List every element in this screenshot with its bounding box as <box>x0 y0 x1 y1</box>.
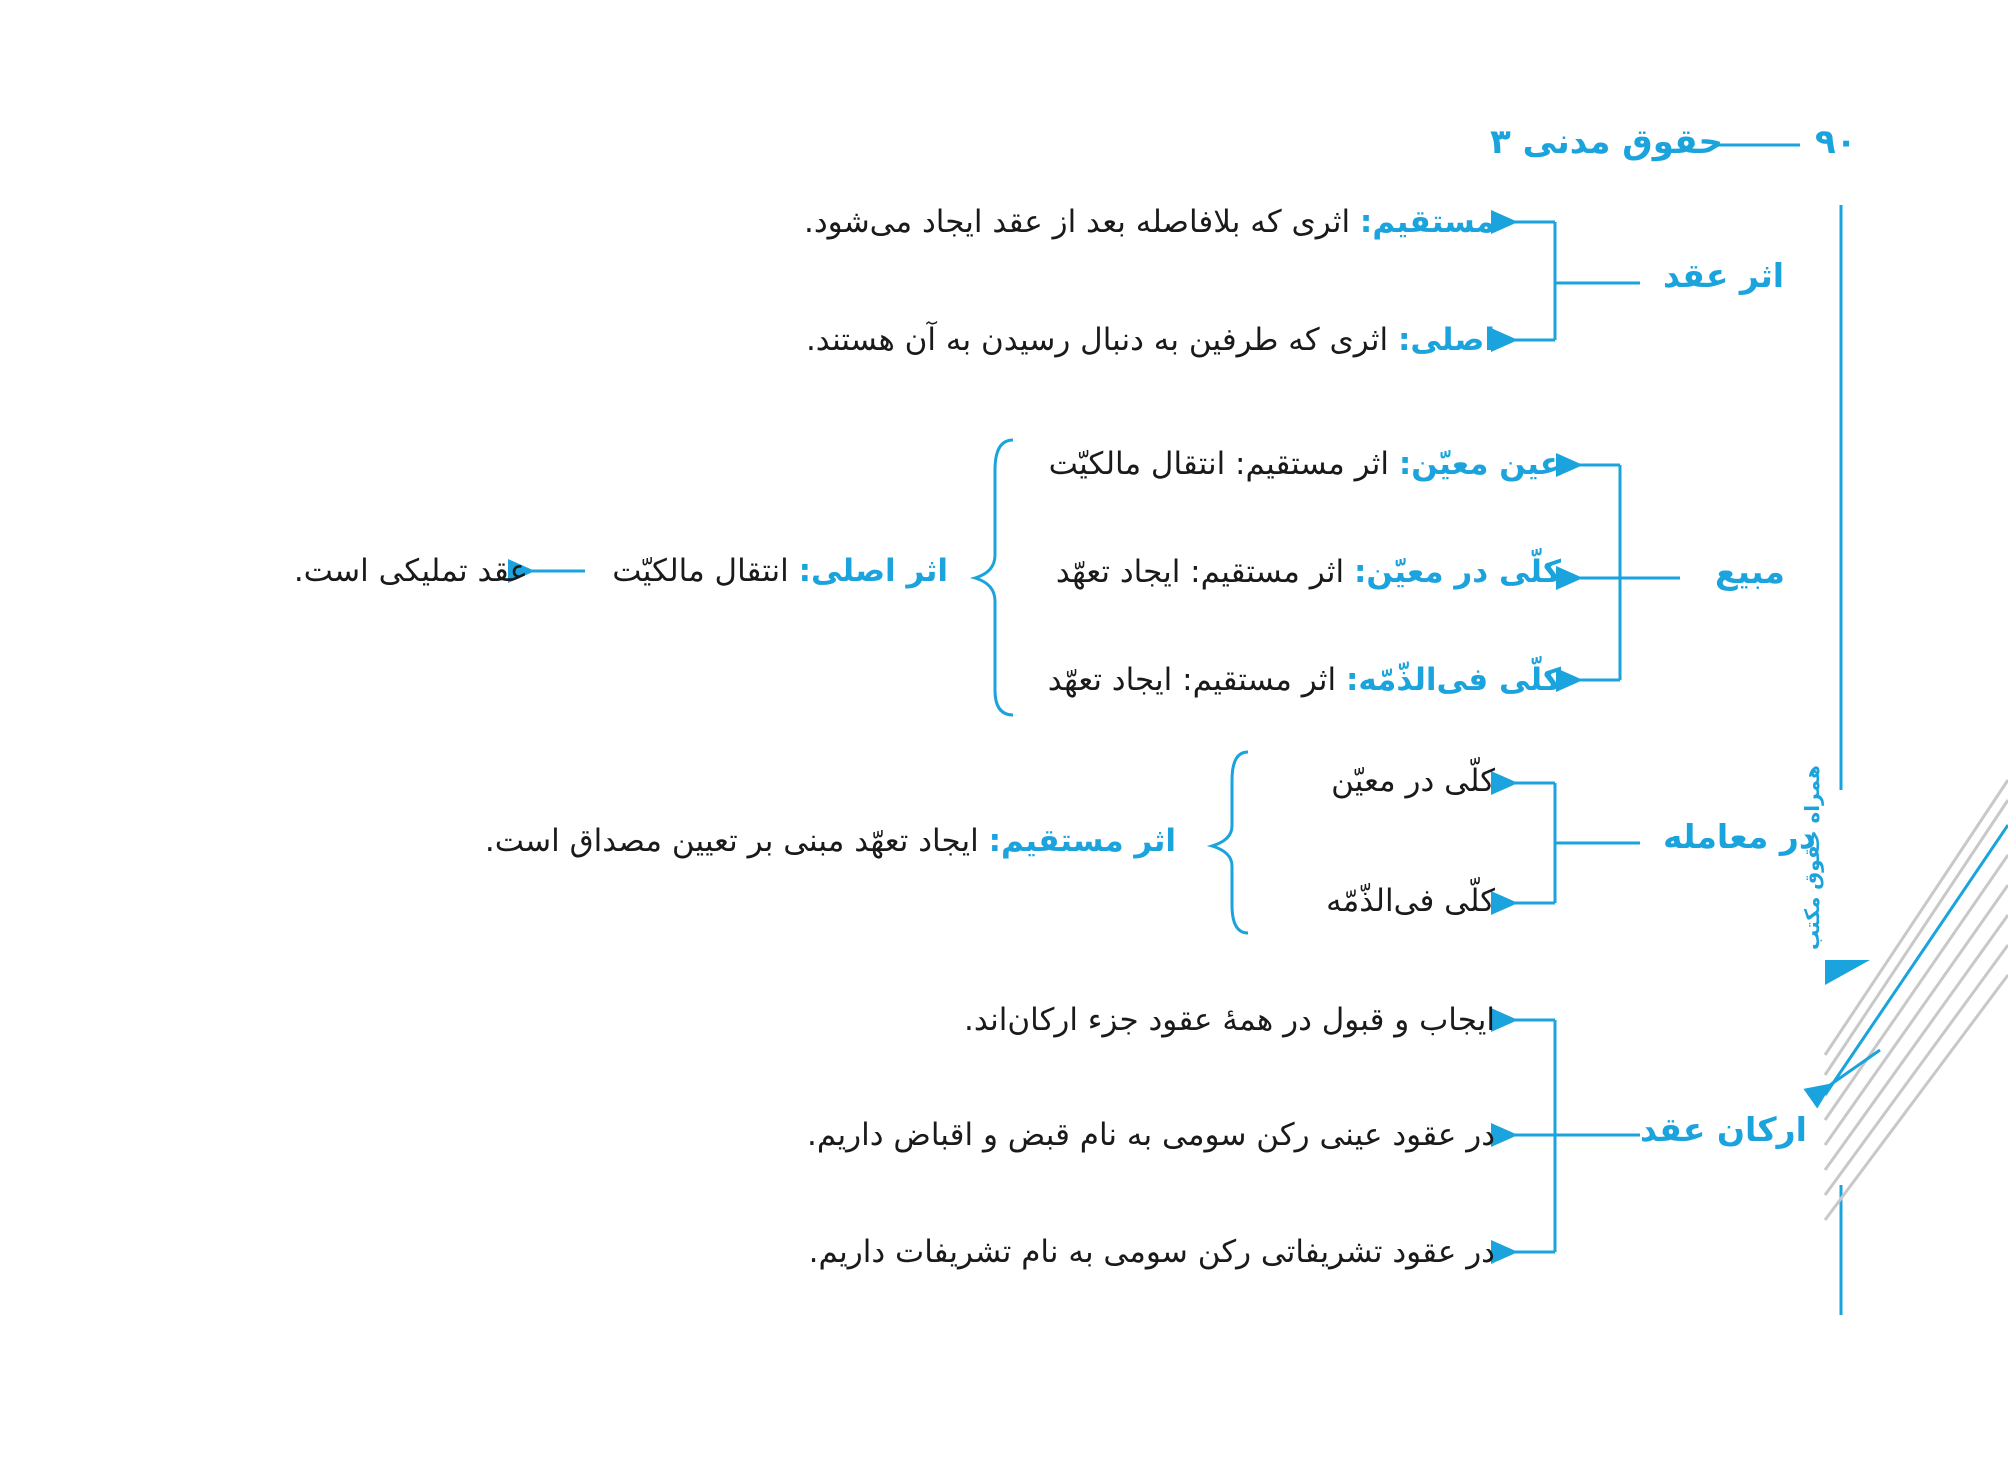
description: اثر مستقیم: ایجاد تعهّد <box>1055 554 1345 590</box>
label-mabi: مبیع <box>1715 552 1785 591</box>
term: عین معیّن: <box>1398 446 1561 482</box>
asar-aqd-item-2 <box>806 320 1495 360</box>
label-asar-aqd: اثر عقد <box>1663 256 1785 295</box>
description: اثری که بلافاصله بعد از عقد ایجاد می‌شود. <box>804 204 1351 240</box>
mabi-item-1 <box>1049 444 1561 484</box>
term: مستقیم: <box>1359 204 1495 240</box>
mabi-conclusion: عقد تملیکی است. <box>293 553 528 589</box>
mabi-item-2 <box>1056 552 1561 592</box>
book-title: حقوق مدنی ۳ <box>1490 122 1723 162</box>
description: اثری که طرفین به دنبال رسیدن به آن هستند. <box>805 322 1389 358</box>
result-text: انتقال مالکیّت <box>612 553 789 589</box>
term: اثر مستقیم: <box>988 823 1176 859</box>
term: کلّی فی‌الذّمّه: <box>1345 662 1561 698</box>
dar-moameleh-item-1: کلّی در معیّن <box>1331 763 1495 799</box>
arkan-item-2: در عقود عینی رکن سومی به نام قبض و اقباض داریم. <box>807 1117 1495 1153</box>
result-text: ایجاد تعهّد مبنی بر تعیین مصداق است. <box>484 823 979 859</box>
mabi-item-3 <box>1048 660 1561 700</box>
description: اثر مستقیم: ایجاد تعهّد <box>1047 662 1337 698</box>
arkan-item-1: ایجاب و قبول در همهٔ عقود جزء ارکان‌اند. <box>964 1002 1495 1038</box>
mabi-result <box>612 551 948 591</box>
asar-aqd-item-1 <box>804 202 1495 242</box>
arkan-item-3: در عقود تشریفاتی رکن سومی به نام تشریفات داریم. <box>808 1234 1495 1270</box>
term: اصلی: <box>1398 322 1495 358</box>
dar-moameleh-result <box>485 821 1176 861</box>
label-arkan-aqd: ارکان عقد <box>1640 1110 1807 1149</box>
page-number: ۹۰ <box>1815 122 1857 162</box>
dar-moameleh-item-2: کلّی فی‌الذّمّه <box>1326 883 1495 919</box>
term: کلّی در معیّن: <box>1353 554 1561 590</box>
logo-text: همراه حقوق مکتب <box>1800 765 1824 950</box>
label-dar-moameleh: در معامله <box>1663 817 1816 856</box>
description: اثر مستقیم: انتقال مالکیّت <box>1048 446 1389 482</box>
term: اثر اصلی: <box>798 553 948 589</box>
